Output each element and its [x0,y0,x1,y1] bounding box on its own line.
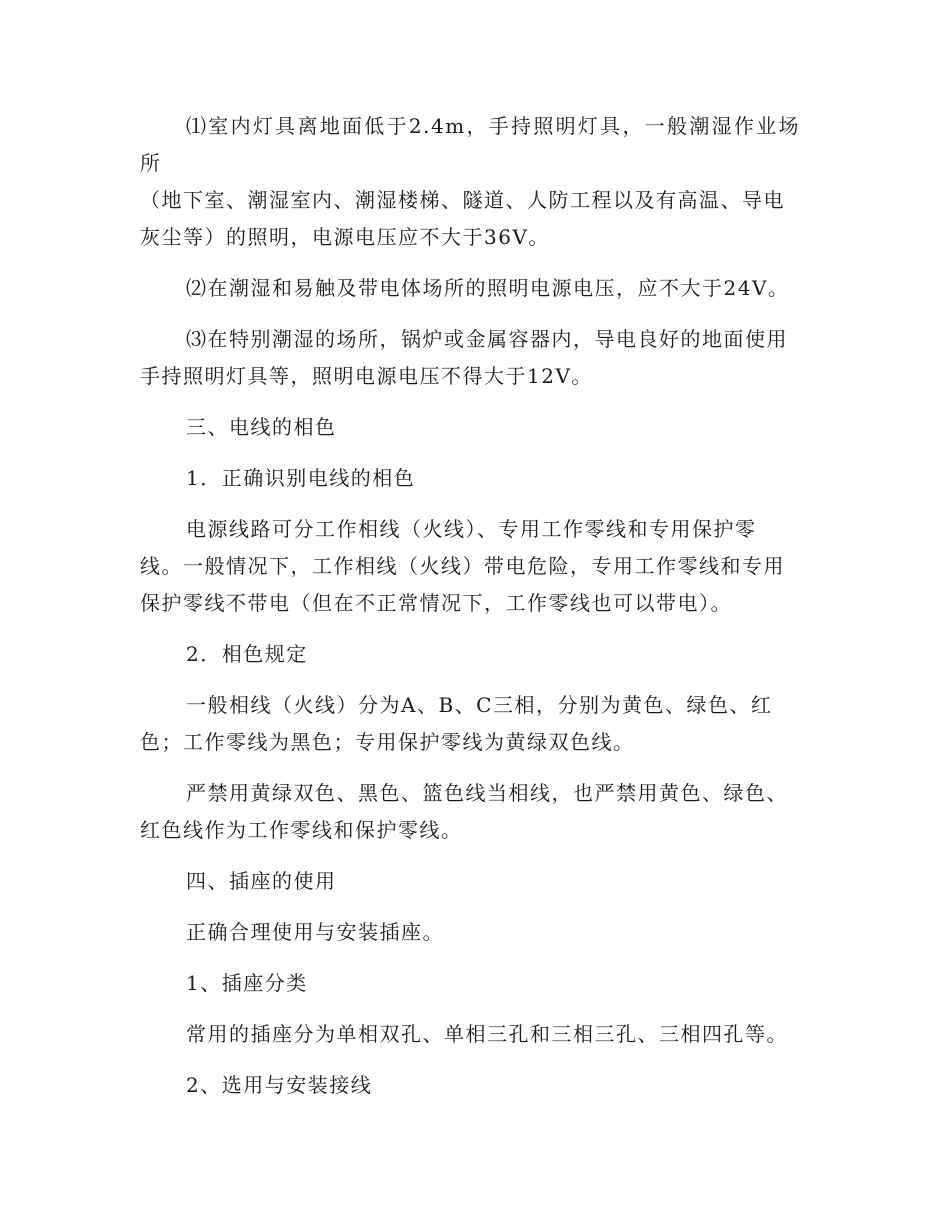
paragraph-line: 正确合理使用与安装插座。 [186,920,444,944]
paragraph-line: 灰尘等）的照明，电源电压应不大于36V。 [140,225,550,249]
subsection-heading-2 [140,636,800,673]
heading-text: 1．正确识别电线的相色 [186,466,416,490]
section-heading-4 [140,863,800,900]
paragraph-line: 红色线作为工作零线和保护零线。 [140,818,463,842]
paragraph-body-5 [140,1016,800,1053]
paragraph-line: 电源线路可分工作相线（火线）、专用工作零线和专用保护零 [186,517,757,541]
heading-text: 2、选用与安装接线 [186,1073,373,1097]
subsection-heading-3 [140,965,800,1002]
paragraph-line: 线。一般情况下，工作相线（火线）带电危险，专用工作零线和专用 [140,554,785,578]
paragraph-line: 一般相线（火线）分为A、B、C三相，分别为黄色、绿色、红 [186,693,773,717]
paragraph-item-1 [140,108,800,256]
paragraph-body-1 [140,511,800,622]
heading-text: 1、插座分类 [186,971,308,995]
heading-text: 三、电线的相色 [186,415,337,439]
heading-text: 2．相色规定 [186,642,308,666]
paragraph-body-2 [140,687,800,761]
document-body [140,108,800,1118]
paragraph-body-4 [140,914,800,951]
paragraph-line: 保护零线不带电（但在不正常情况下，工作零线也可以带电）。 [140,591,732,615]
paragraph-item-2 [140,270,800,307]
paragraph-line: 手持照明灯具等，照明电源电压不得大于12V。 [140,364,593,388]
paragraph-line: ⑶在特别潮湿的场所，锅炉或金属容器内，导电良好的地面使用 [186,327,788,351]
paragraph-item-3 [140,321,800,395]
heading-text: 四、插座的使用 [186,869,337,893]
subsection-heading-1 [140,460,800,497]
paragraph-line: 色；工作零线为黑色；专用保护零线为黄绿双色线。 [140,730,635,754]
paragraph-line: （地下室、潮湿室内、潮湿楼梯、隧道、人防工程以及有高温、导电 [140,188,785,212]
paragraph-body-3 [140,775,800,849]
paragraph-line: 常用的插座分为单相双孔、单相三孔和三相三孔、三相四孔等。 [186,1022,788,1046]
paragraph-line: ⑴室内灯具离地面低于2.4m，手持照明灯具，一般潮湿作业场所 [140,114,800,175]
paragraph-line: ⑵在潮湿和易触及带电体场所的照明电源电压，应不大于24V。 [186,276,790,300]
section-heading-3 [140,409,800,446]
subsection-heading-4 [140,1067,800,1104]
paragraph-line: 严禁用黄绿双色、黑色、篮色线当相线，也严禁用黄色、绿色、 [186,781,788,805]
